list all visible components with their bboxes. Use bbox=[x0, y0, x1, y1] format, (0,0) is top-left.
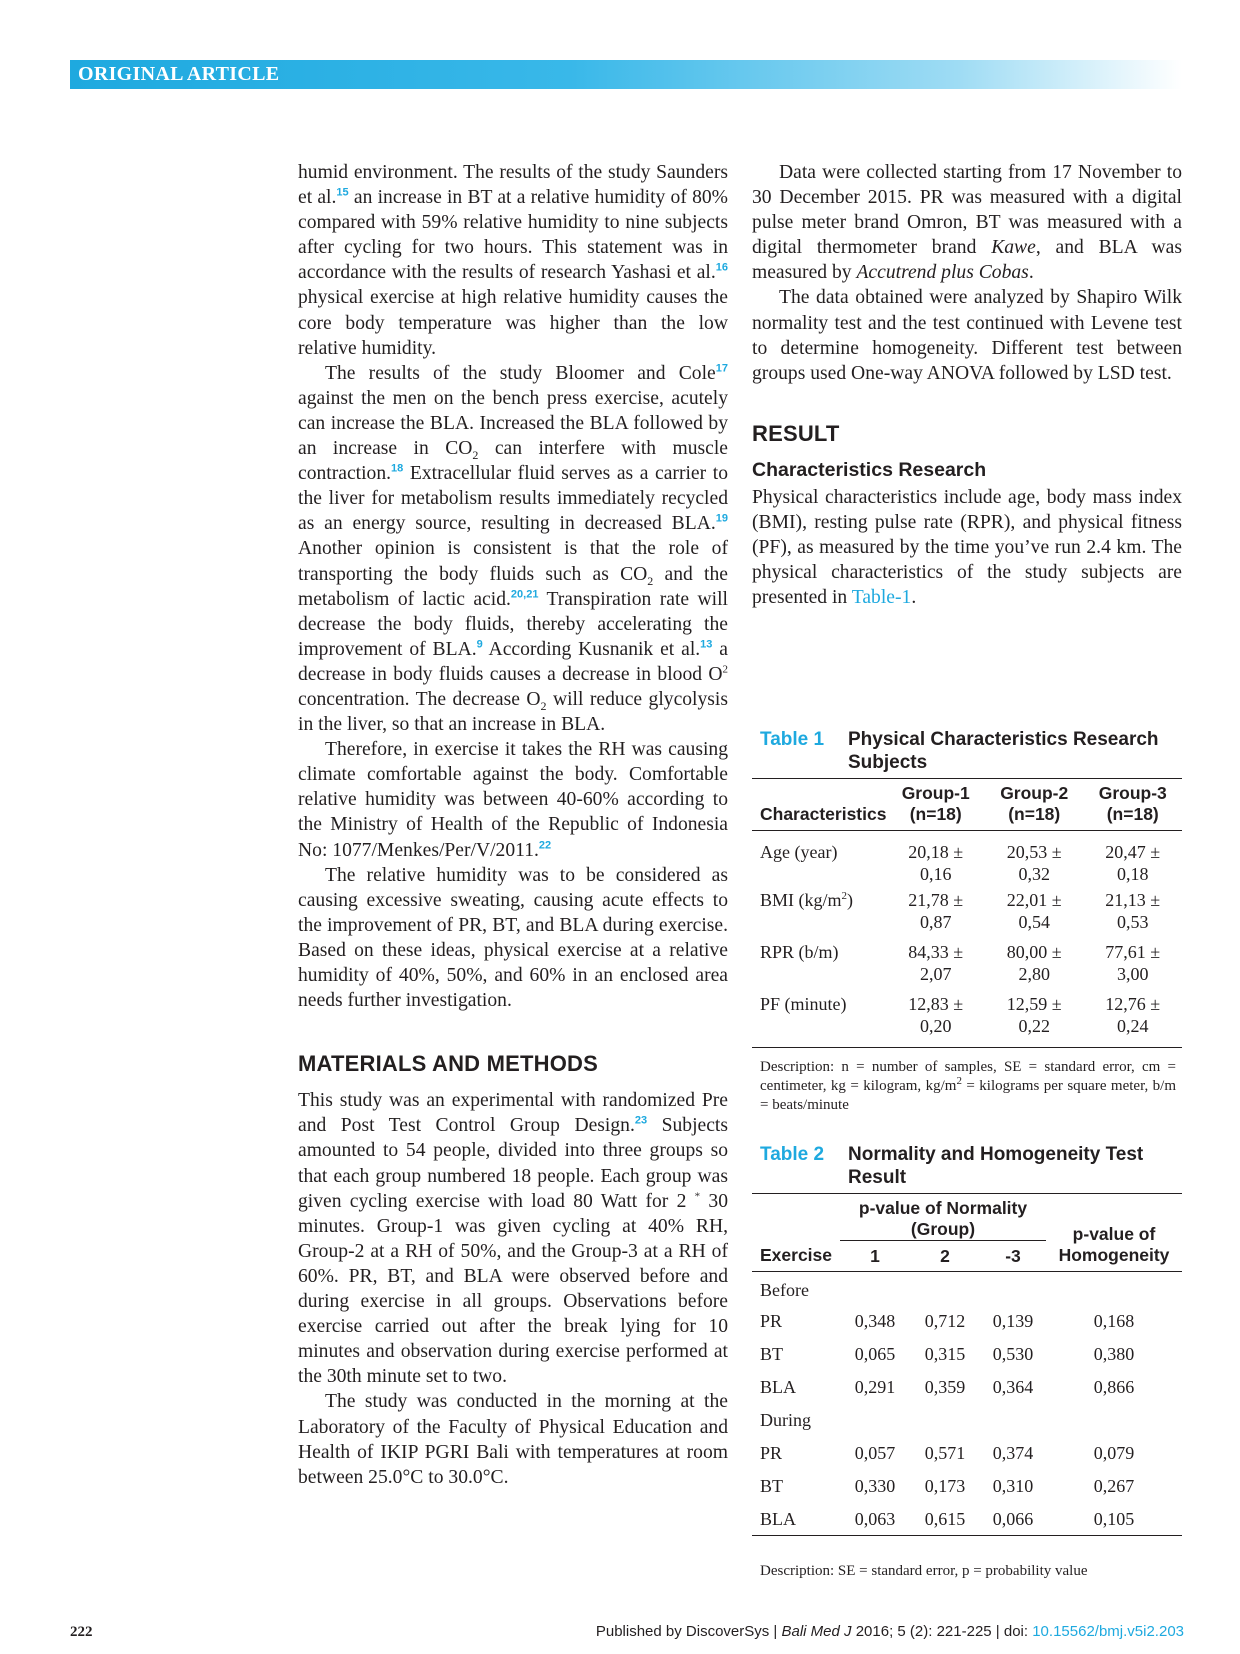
column-header: p-value of Homogeneity bbox=[1058, 1224, 1170, 1265]
column-header: -3 bbox=[1005, 1245, 1021, 1266]
section-heading-methods: MATERIALS AND METHODS bbox=[298, 1051, 598, 1077]
row-label: PR bbox=[760, 1311, 783, 1331]
paragraph: This study was an experimental with randomized Pre and Post Test Control Group Design.$^{23}$ Subjects amounted to 54 people, divided into three groups so that each group numbered 18 people. Each group was given cycling exercise with load 80 Watt for 2 * 30 minutes. Group-1 was given cycling at 40% RH, Group-2 at a RH of 50%, and the Group-3 at a RH of 60%. PR, BT, and BLA were observed before and during exercise in all groups. Observations before exercise carried out after the break lying for 10 minutes and observation during exercise performed at the 30th minute set to two. bbox=[298, 1090, 728, 1388]
table-header-row bbox=[752, 779, 1182, 831]
table-cell: 20,53 ± 0,32 bbox=[1006, 842, 1062, 884]
table1-description: Description: n = number of samples, SE = standard error, cm = centimeter, kg = kilogram, $kg/m^2$ = kilograms per square meter, b/m = beats/minute bbox=[760, 1059, 1176, 1113]
table-cell: 0,310 bbox=[992, 1476, 1034, 1496]
table-cell: 77,61 ± 3,00 bbox=[1105, 942, 1161, 984]
table-cell: 21,78 ± 0,87 bbox=[908, 890, 964, 932]
table2-caption bbox=[760, 1143, 1180, 1191]
table2 bbox=[752, 1193, 1182, 1536]
section-heading-result: RESULT bbox=[752, 420, 840, 446]
table2-description: Description: SE = standard error, p = probability value bbox=[760, 1563, 1088, 1579]
table-cell: 0,063 bbox=[854, 1508, 896, 1529]
table-cell: 0,359 bbox=[924, 1377, 966, 1397]
table2-label: Table 2 bbox=[760, 1144, 825, 1165]
table1-caption bbox=[760, 728, 1180, 776]
column-header: Group-2 (n=18) bbox=[1000, 783, 1069, 824]
table-cell: 0,066 bbox=[992, 1508, 1034, 1529]
table-cell: 0,168 bbox=[1093, 1311, 1135, 1331]
table-cell: 0,571 bbox=[924, 1443, 966, 1463]
table1 bbox=[752, 778, 1182, 1048]
left-column bbox=[298, 160, 728, 1490]
paragraph: The relative humidity was to be considered as causing excessive sweating, causing acute effects to the improvement of PR, BT, and BLA during exercise. Based on these ideas, physical exercise at a relative humidity of 40%, 50%, and 60% in an enclosed area needs further investigation. bbox=[298, 864, 728, 1012]
doi-link[interactable]: 10.15562/bmj.v5i2.203 bbox=[1032, 1623, 1184, 1640]
table-row bbox=[752, 937, 1182, 989]
article-type-label: ORIGINAL ARTICLE bbox=[78, 63, 280, 85]
table-cell: 0,173 bbox=[924, 1476, 966, 1496]
table-cell: 21,13 ± 0,53 bbox=[1105, 890, 1161, 932]
table-row bbox=[752, 989, 1182, 1047]
paragraph: The study was conducted in the morning at the Laboratory of the Faculty of Physical Education and Health of IKIP PGRI Bali with temperatures at room between 25.0°C to 30.0°C. bbox=[298, 1391, 728, 1488]
row-label: BT bbox=[760, 1344, 784, 1364]
row-label: Age (year) bbox=[760, 842, 838, 862]
row-label: PF (minute) bbox=[760, 994, 847, 1014]
table-link[interactable]: Table-1 bbox=[851, 587, 912, 609]
column-header: Group-3 (n=18) bbox=[1098, 783, 1167, 824]
table-cell: 12,59 ± 0,22 bbox=[1006, 994, 1062, 1036]
row-label: BLA bbox=[760, 1508, 796, 1529]
paragraph: Physical characteristics include age, body mass index (BMI), resting pulse rate (RPR), and physical fitness (PF), as measured by the time you’ve run 2.4 km. The physical characteristics of the study subjects are presented in Table-1. bbox=[752, 487, 1182, 609]
table-cell: 0,315 bbox=[924, 1344, 966, 1364]
citation-link[interactable]: 15 bbox=[336, 186, 349, 199]
section-label: During bbox=[760, 1410, 811, 1430]
citation-link[interactable]: 17 bbox=[715, 362, 728, 375]
table1-label: Table 1 bbox=[760, 729, 825, 750]
table-cell: 20,47 ± 0,18 bbox=[1105, 842, 1161, 884]
row-label: PR bbox=[760, 1443, 783, 1463]
table-row bbox=[752, 1338, 1182, 1371]
table-cell: 0,291 bbox=[854, 1377, 896, 1397]
table-cell: 12,83 ± 0,20 bbox=[908, 994, 964, 1036]
article-type-banner bbox=[70, 60, 1182, 89]
table-cell: 0,057 bbox=[854, 1443, 896, 1463]
table-cell: 22,01 ± 0,54 bbox=[1006, 890, 1062, 932]
citation-link[interactable]: 23 bbox=[634, 1114, 648, 1127]
table-cell: 0,364 bbox=[992, 1377, 1034, 1397]
table1-title: Physical Characteristics Research Subjects bbox=[848, 729, 1159, 773]
table-cell: 0,330 bbox=[854, 1476, 896, 1496]
section-label: Before bbox=[760, 1280, 809, 1301]
table-row bbox=[752, 1371, 1182, 1404]
table-cell: 84,33 ± 2,07 bbox=[908, 942, 964, 984]
table-row bbox=[752, 1305, 1182, 1338]
table-cell: 0,380 bbox=[1093, 1344, 1135, 1364]
footer-citation: Published by DiscoverSys | Bali Med J 2016; 5 (2): 221-225 | doi: 10.15562/bmj.v5i2.203 bbox=[595, 1623, 1184, 1640]
table-cell: 0,139 bbox=[992, 1311, 1034, 1331]
table-row bbox=[752, 831, 1182, 886]
paragraph: Therefore, in exercise it takes the RH was causing climate comfortable against the body. Comfortable relative humidity was between 40-60% according to the Ministry of Health of the Republic of Indonesia No: 1077/Menkes/Per/V/2011.22 bbox=[298, 739, 728, 861]
citation-link[interactable]: 16 bbox=[715, 261, 728, 274]
row-label: BLA bbox=[760, 1377, 796, 1397]
right-column bbox=[752, 160, 1182, 611]
table-cell: 0,079 bbox=[1093, 1443, 1135, 1463]
page-number: 222 bbox=[70, 1624, 93, 1640]
column-group-header: p-value of Normality (Group) bbox=[840, 1194, 1046, 1241]
table-header-row bbox=[752, 1194, 1182, 1241]
table-section-row bbox=[752, 1404, 1182, 1437]
table-cell: 12,76 ± 0,24 bbox=[1105, 994, 1161, 1036]
table-cell: 0,267 bbox=[1093, 1476, 1135, 1496]
table-cell: 0,348 bbox=[854, 1311, 896, 1331]
column-header: Characteristics bbox=[760, 804, 887, 824]
row-label: BT bbox=[760, 1476, 784, 1496]
subsection-heading: Characteristics Research bbox=[752, 458, 987, 481]
column-header: Exercise bbox=[760, 1245, 833, 1266]
table-row bbox=[752, 1437, 1182, 1470]
table-cell: 0,105 bbox=[1093, 1508, 1135, 1529]
column-header: 2 bbox=[940, 1245, 950, 1266]
table-row bbox=[752, 885, 1182, 937]
citation-link[interactable]: 13 bbox=[700, 638, 713, 651]
citation-link[interactable]: 19 bbox=[715, 512, 728, 525]
column-header: 1 bbox=[870, 1245, 880, 1266]
citation-link[interactable]: 22 bbox=[538, 839, 552, 851]
table-section-row bbox=[752, 1272, 1182, 1305]
row-label: BMI $(kg/m^2)$ bbox=[760, 890, 854, 910]
table-cell: 20,18 ± 0,16 bbox=[908, 842, 964, 884]
table-row bbox=[752, 1503, 1182, 1536]
table-cell: 0,374 bbox=[992, 1443, 1034, 1463]
paragraph: humid environment. The results of the study Saunders et al.$^{15}$ an increase in BT at a relative humidity of 80% compared with 59% relative humidity to nine subjects after cycling for two hours. This statement was in accordance with the results of research Yashasi et al.$^{16}$ physical exercise at high relative humidity causes the core body temperature was higher than the low relative humidity. bbox=[298, 162, 729, 359]
row-label: RPR (b/m) bbox=[760, 942, 839, 962]
table-cell: 0,712 bbox=[924, 1311, 966, 1331]
citation-link[interactable]: 9 bbox=[476, 638, 483, 651]
paragraph: Data were collected starting from 17 November to 30 December 2015. PR was measured with a digital pulse meter brand Omron, BT was measured with a digital thermometer brand Kawe, and BLA was measured by Accutrend plus Cobas. bbox=[752, 162, 1182, 284]
citation-link[interactable]: 18 bbox=[391, 462, 404, 475]
paragraph: The data obtained were analyzed by Shapiro Wilk normality test and the test continued with Levene test to determine homogeneity. Different test between groups used One-way ANOVA followed by LSD test. bbox=[752, 287, 1182, 384]
table-cell: 0,866 bbox=[1093, 1377, 1135, 1397]
paragraph: The results of the study Bloomer and Cole$^{17}$ against the men on the bench press exercise, acutely can increase the BLA. Increased the BLA followed by an increase in $CO_2$ can interfere with muscle contraction.$^{18}$ Extracellular fluid serves as a carrier to the liver for metabolism results immediately recycled as an energy source, resulting in decreased BLA.$^{19}$ Another opinion is consistent is that the role of transporting the body fluids such as $CO_2$ and the metabolism of lactic acid.$^{20,21}$ Transpiration rate will decrease the body fluids, thereby accelerating the improvement of BLA.$^9$ According Kusnanik et al.$^{13}$ a decrease in body fluids causes a decrease in blood $O^2$ concentration. The decrease $O_2$ will reduce glycolysis in the liver, so that an increase in BLA. bbox=[298, 362, 729, 736]
table-cell: 0,065 bbox=[854, 1344, 896, 1364]
table-cell: 0,530 bbox=[992, 1344, 1034, 1364]
table-row bbox=[752, 1470, 1182, 1503]
citation-link[interactable]: 20,21 bbox=[510, 588, 539, 601]
table-cell: 0,615 bbox=[924, 1508, 966, 1529]
table2-title: Normality and Homogeneity Test Result bbox=[848, 1144, 1144, 1188]
column-header: Group-1 (n=18) bbox=[901, 783, 970, 824]
table-cell: 80,00 ± 2,80 bbox=[1006, 942, 1062, 984]
